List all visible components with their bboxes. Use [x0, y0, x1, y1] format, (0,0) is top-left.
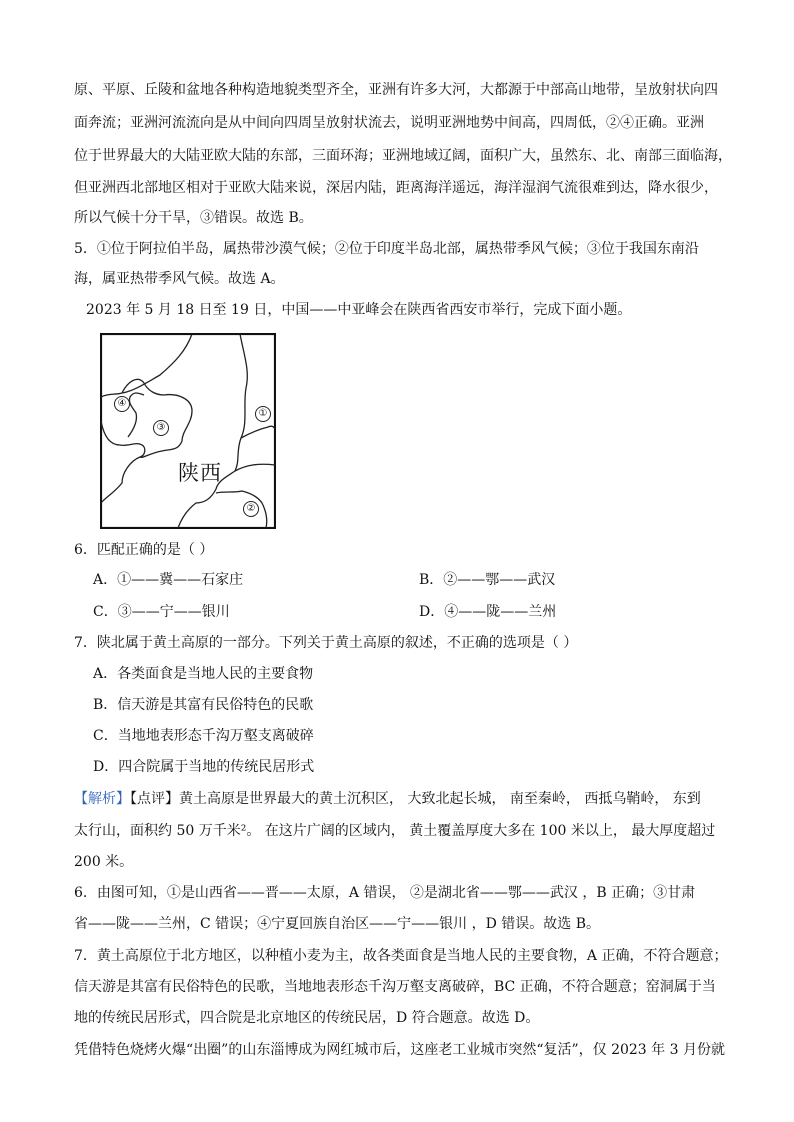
shaanxi-map [100, 333, 276, 529]
question-6-option-d: D．④——陇——兰州 [419, 604, 557, 620]
answer-6-line: 6．由图可知，①是山西省——晋——太原，A 错误， ②是湖北省——鄂——武汉 ，B 正确；③甘肃 [74, 885, 696, 901]
question-7-option-b: B．信天游是其富有民俗特色的民歌 [93, 697, 314, 713]
question-7-option-d: D．四合院属于当地的传统民居形式 [93, 759, 315, 775]
analysis-tag: 【解析】 [74, 791, 130, 807]
analysis-line [74, 789, 740, 809]
question-6-option-c: C．③——宁——银川 [93, 604, 230, 620]
question-7-option-c: C．当地地表形态千沟万壑支离破碎 [93, 728, 314, 744]
question-7-stem: 7．陕北属于黄土高原的一部分。下列关于黄土高原的叙述，不正确的选项是（ ） [74, 635, 578, 651]
answer-6-line: 省——陇——兰州，C 错误；④宁夏回族自治区——宁——银川 ，D 错误。故选 B。 [74, 916, 601, 932]
text-line: 海，属亚热带季风气候。故选 A。 [74, 271, 285, 287]
answer-7-line: 信天游是其富有民俗特色的民歌，当地地表形态千沟万壑支离破碎，BC 正确，不符合题意；窑洞属于当 [74, 979, 716, 995]
section-intro: 2023 年 5 月 18 日至 19 日，中国——中亚峰会在陕西省西安市举行，完成下面小题。 [86, 302, 632, 318]
text-line: 所以气候十分干旱，③错误。故选 B。 [74, 210, 313, 226]
analysis-text: 黄土高原是世界最大的黄土沉积区， 大致北起长城， 南至秦岭， 西抵乌鞘岭， 东到 [179, 791, 701, 807]
text-line: 200 米。 [74, 854, 134, 870]
text-line: 位于世界最大的大陆亚欧大陆的东部，三面环海；亚洲地域辽阔，面积广大，虽然东、北、南部三面临海， [74, 148, 732, 164]
text-line: 太行山，面积约 50 万千米²。 在这片广阔的区域内， 黄土覆盖厚度大多在 100 米以上， 最大厚度超过 [74, 823, 716, 839]
text-line: 5．①位于阿拉伯半岛，属热带沙漠气候；②位于印度半岛北部，属热带季风气候；③位于我国东南沿 [74, 241, 699, 257]
answer-7-line: 地的传统民居形式，四合院是北京地区的传统民居，D 符合题意。故选 D。 [74, 1010, 540, 1026]
question-7-option-a: A．各类面食是当地人民的主要食物 [93, 666, 314, 682]
marker-4-label: ④ [114, 396, 130, 412]
marker-1-label: ① [255, 406, 271, 422]
question-6-option-b: B．②——鄂——武汉 [419, 572, 556, 588]
comment-tag: 【点评】 [130, 791, 179, 807]
question-6-stem: 6．匹配正确的是（ ） [74, 542, 214, 558]
question-6-option-a: A．①——冀——石家庄 [93, 572, 244, 588]
text-line: 面奔流；亚洲河流流向是从中间向四周呈放射状流去，说明亚洲地势中间高，四周低，②④正确。亚洲 [74, 115, 704, 131]
next-passage-line: 凭借特色烧烤火爆“出圈”的山东淄博成为网红城市后，这座老工业城市突然“复活”，仅 2023 年 3 月份就 [74, 1042, 725, 1058]
map-province-label: 陕西 [178, 461, 222, 485]
map-outline [100, 333, 276, 529]
text-line: 原、平原、丘陵和盆地各种构造地貌类型齐全，亚洲有许多大河，大都源于中部高山地带，呈放射状向四 [74, 82, 718, 98]
marker-2-label: ② [243, 501, 259, 517]
answer-7-line: 7．黄土高原位于北方地区，以种植小麦为主，故各类面食是当地人民的主要食物，A 正确，不符合题意； [74, 948, 728, 964]
marker-3-label: ③ [153, 420, 169, 436]
text-line: 但亚洲西北部地区相对于亚欧大陆来说，深居内陆，距离海洋遥远，海洋湿润气流很难到达，降水很少， [74, 180, 718, 196]
